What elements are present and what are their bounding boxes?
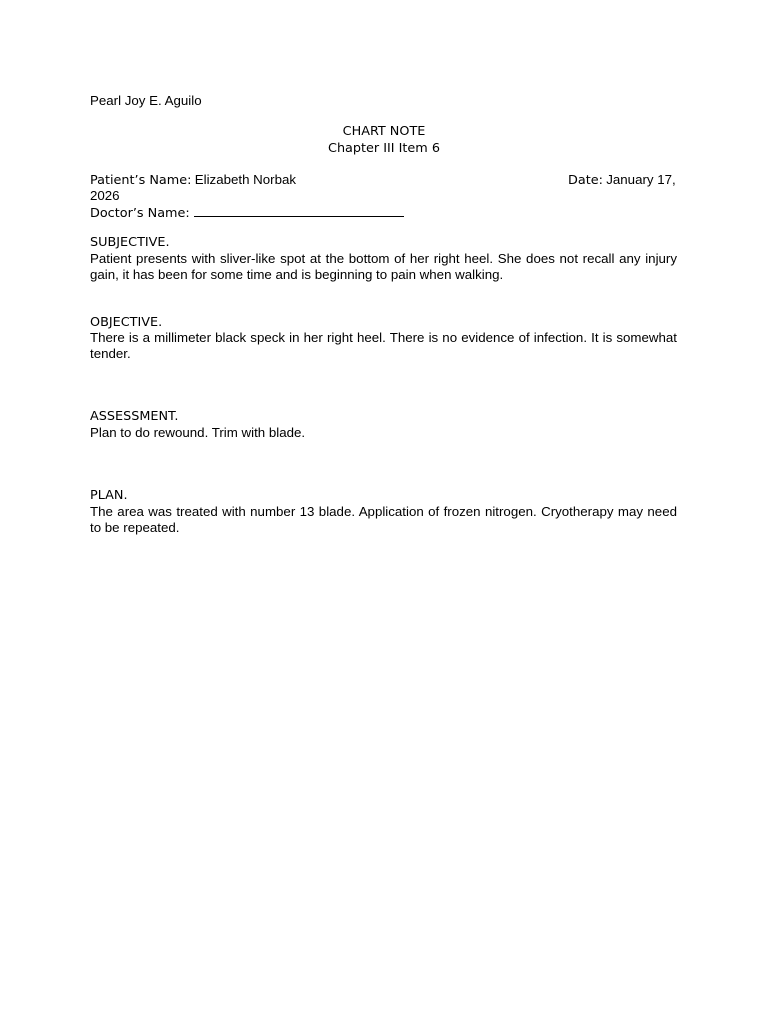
- assessment-text: Plan to do rewound. Trim with blade.: [90, 425, 306, 440]
- patient-name-row: [90, 172, 296, 189]
- doctor-name-blank-line: [194, 204, 404, 217]
- author-name: Pearl Joy E. Aguilo: [90, 93, 202, 108]
- doctor-name-label: Doctor’s Name:: [90, 206, 190, 221]
- document-title: CHART NOTE: [342, 124, 426, 139]
- plan-heading: PLAN.: [90, 488, 128, 503]
- document-subtitle: Chapter III Item 6: [328, 141, 440, 156]
- patient-name-label: Patient’s Name:: [90, 173, 192, 188]
- date-row: [568, 172, 676, 189]
- objective-heading: OBJECTIVE.: [90, 315, 163, 330]
- subjective-text: Patient presents with sliver-like spot at the bottom of her right heel. She does not recall any injury gain, it has been for some time and is beginning to pain when walking.: [90, 251, 677, 282]
- patient-name-value: Elizabeth Norbak: [194, 172, 297, 187]
- doctor-name-row: [90, 204, 404, 222]
- plan-text: The area was treated with number 13 blade. Application of frozen nitrogen. Cryotherapy may need to be repeated.: [90, 504, 677, 535]
- subjective-heading: SUBJECTIVE.: [90, 235, 170, 250]
- assessment-heading: ASSESSMENT.: [90, 409, 179, 424]
- date-value-line2: 2026: [90, 188, 120, 203]
- date-label: Date:: [568, 173, 603, 188]
- objective-text: There is a millimeter black speck in her right heel. There is no evidence of infection. It is somewhat tender.: [90, 330, 677, 361]
- date-value-line1: January 17,: [606, 172, 676, 187]
